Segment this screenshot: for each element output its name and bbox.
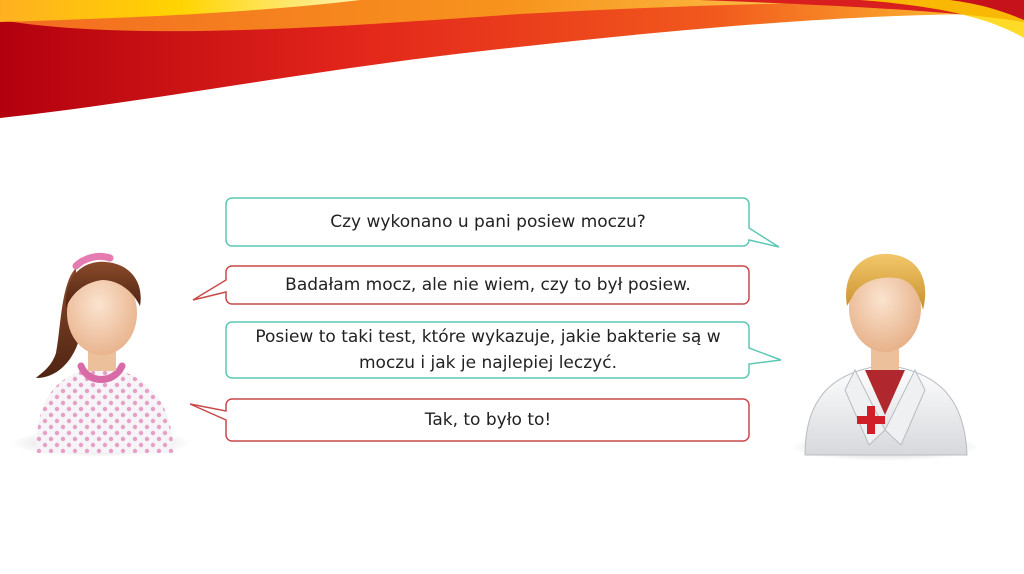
female-patient-icon [6, 238, 196, 463]
patient-confirmation-text: Tak, to było to! [424, 410, 552, 430]
patient-reply-text: Badałam mocz, ale nie wiem, czy to był posiew. [285, 275, 691, 295]
doctor-explanation-text: Posiew to taki test, które wykazuje, jakie bakterie są w moczu i jak je najlepiej leczyć. [255, 327, 721, 373]
doctor-question-text: Czy wykonano u pani posiew moczu? [330, 212, 646, 232]
male-doctor-icon [785, 240, 985, 465]
